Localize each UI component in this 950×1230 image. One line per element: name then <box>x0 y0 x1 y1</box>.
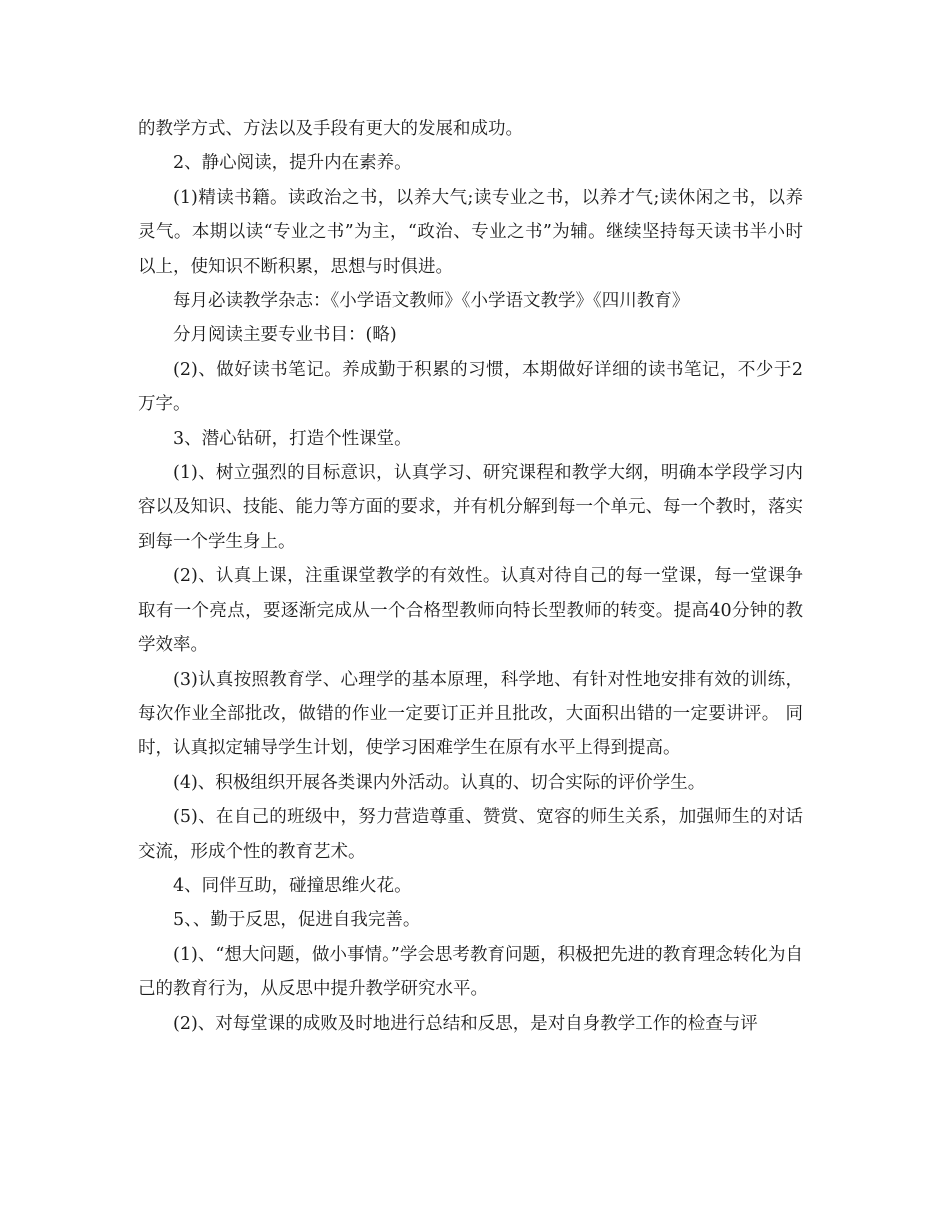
document-body <box>138 112 803 1041</box>
section-heading: 5、、勤于反思，促进自我完善。 <box>173 910 421 931</box>
paragraph: 的教学方式、方法以及手段有更大的发展和成功。 <box>138 119 523 139</box>
section-heading: 4、同伴互助，碰撞思维火花。 <box>173 875 412 896</box>
paragraph: (1)精读书籍。读政治之书，以养大气;读专业之书，以养才气;读休闲之书，以养灵气。本期以读“专业之书”为主，“政治、专业之书”为辅。继续坚持每天读书半小时以上，使知识不断积累，思想与时俱进。 <box>138 187 803 277</box>
paragraph: (3)认真按照教育学、心理学的基本原理，科学地、有针对性地安排有效的训练，每次作业全部批改，做错的作业一定要订正并且批改，大面积出错的一定要讲评。 同时，认真拟定辅导学生计划，使学习困难学生在原有水平上得到提高。 <box>138 669 803 759</box>
section-heading: 3、潜心钻研，打造个性课堂。 <box>173 428 412 449</box>
paragraph: (2)、认真上课，注重课堂教学的有效性。认真对待自己的每一堂课，每一堂课争取有一个亮点，要逐渐完成从一个合格型教师向特长型教师的转变。提高40分钟的教学效率。 <box>138 566 803 656</box>
paragraph: 每月必读教学杂志：《小学语文教师》《小学语文教学》《四川教育》 <box>173 291 690 312</box>
paragraph: (5)、在自己的班级中，努力营造尊重、赞赏、宽容的师生关系，加强师生的对话交流，形成个性的教育艺术。 <box>138 807 803 862</box>
paragraph: (4)、积极组织开展各类课内外活动。认真的、切合实际的评价学生。 <box>173 772 706 793</box>
paragraph: (2)、做好读书笔记。养成勤于积累的习惯，本期做好详细的读书笔记，不少于2万字。 <box>138 359 803 415</box>
paragraph: (2)、对每堂课的成败及时地进行总结和反思，是对自身教学工作的检查与评 <box>173 1013 758 1034</box>
section-heading: 2、静心阅读，提升内在素养。 <box>173 153 412 174</box>
paragraph: (1)、树立强烈的目标意识，认真学习、研究课程和教学大纲，明确本学段学习内容以及知识、技能、能力等方面的要求，并有机分解到每一个单元、每一个教时，落实到每一个学生身上。 <box>138 463 803 552</box>
paragraph: (1)、“想大问题，做小事情。”学会思考教育问题，积极把先进的教育理念转化为自己的教育行为，从反思中提升教学研究水平。 <box>138 944 803 1000</box>
paragraph: 分月阅读主要专业书目：(略) <box>173 325 397 346</box>
